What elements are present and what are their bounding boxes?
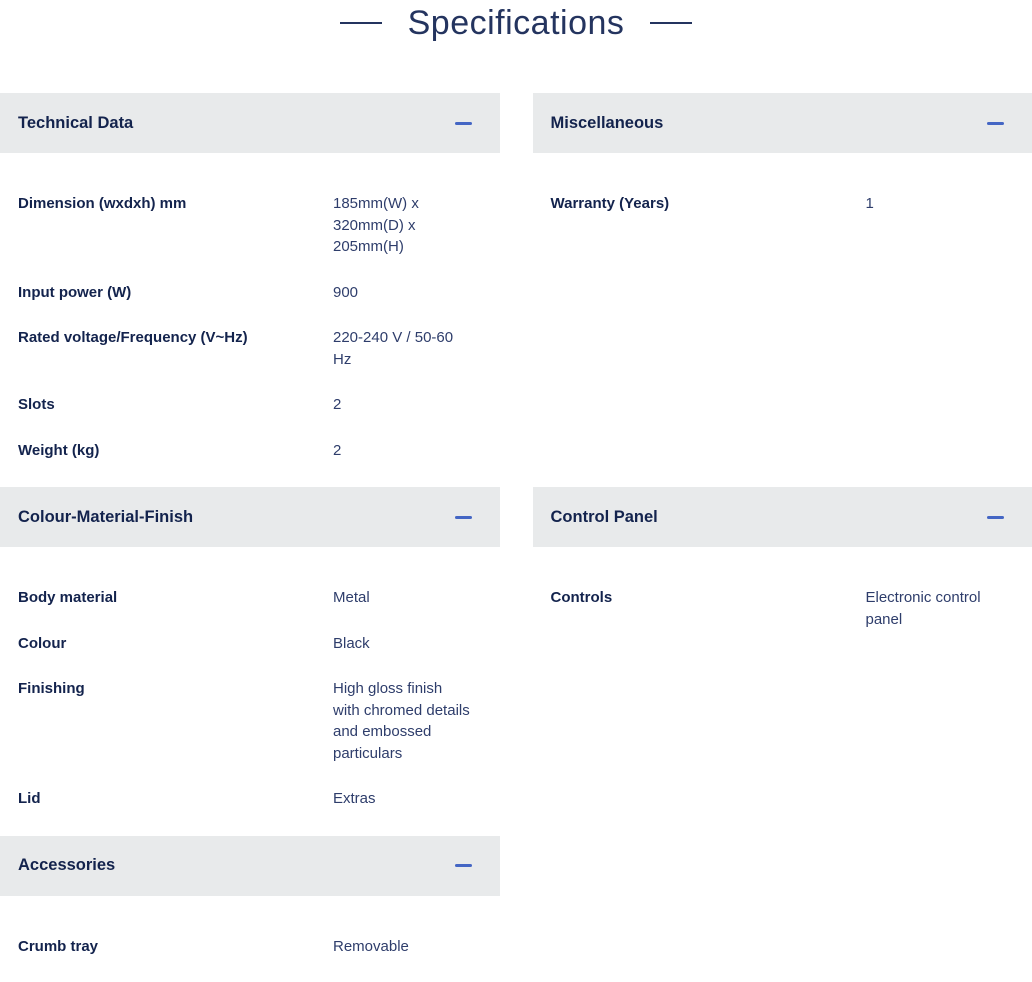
spec-value: Removable xyxy=(333,937,409,955)
spec-label: Rated voltage/Frequency (V~Hz) xyxy=(18,329,248,346)
section-control-panel xyxy=(533,487,1032,836)
spec-value: 185mm(W) x 320mm(D) x 205mm(H) xyxy=(333,195,419,255)
spec-label: Colour xyxy=(18,634,67,652)
section-title: Colour-Material-Finish xyxy=(18,507,194,526)
section-header[interactable] xyxy=(0,93,500,153)
spec-row xyxy=(18,936,500,958)
spec-value: 1 xyxy=(865,195,874,212)
page-title: Specifications xyxy=(407,4,625,42)
spec-row xyxy=(18,633,500,655)
spec-label: Input power (W) xyxy=(18,283,132,301)
section-technical-data xyxy=(0,93,500,487)
spec-row xyxy=(18,327,500,370)
minus-icon[interactable] xyxy=(987,516,1004,519)
spec-label: Dimension (wxdxh) mm xyxy=(18,195,187,212)
spec-label: Slots xyxy=(18,396,55,413)
specifications-grid xyxy=(0,93,1032,982)
spec-row xyxy=(18,193,500,258)
spec-row xyxy=(18,788,500,810)
spec-label: Warranty (Years) xyxy=(550,195,670,212)
section-header[interactable] xyxy=(533,93,1032,153)
spec-label: Finishing xyxy=(18,680,85,697)
section-body xyxy=(0,153,500,487)
minus-icon[interactable] xyxy=(455,516,472,519)
section-title: Accessories xyxy=(18,856,116,874)
minus-icon[interactable] xyxy=(455,864,472,867)
spec-row xyxy=(551,193,1032,215)
section-title: Miscellaneous xyxy=(550,113,664,132)
section-header[interactable] xyxy=(0,836,500,896)
section-body xyxy=(533,547,1032,656)
section-miscellaneous xyxy=(533,93,1032,487)
section-body xyxy=(0,547,500,836)
spec-row xyxy=(18,440,500,462)
spec-row xyxy=(18,282,500,304)
section-accessories xyxy=(0,836,500,982)
spec-value: Metal xyxy=(333,589,370,606)
minus-icon[interactable] xyxy=(455,122,472,125)
section-colour-material-finish xyxy=(0,487,500,836)
title-dash-right-icon xyxy=(650,22,692,24)
minus-icon[interactable] xyxy=(987,122,1004,125)
spec-label: Lid xyxy=(18,790,41,807)
spec-value: 900 xyxy=(333,283,359,301)
spec-row xyxy=(551,587,1032,630)
spec-value: Extras xyxy=(333,790,376,807)
spec-value: 2 xyxy=(333,441,342,459)
spec-row xyxy=(18,394,500,416)
spec-value: High gloss finish with chromed details and embossed particulars xyxy=(333,680,470,762)
section-title: Control Panel xyxy=(550,507,658,526)
spec-label: Crumb tray xyxy=(18,937,99,955)
section-title: Technical Data xyxy=(18,113,134,132)
spec-label: Weight (kg) xyxy=(18,441,100,459)
section-body xyxy=(0,896,500,982)
section-header[interactable] xyxy=(0,487,500,547)
page-title-area xyxy=(0,0,1032,93)
spec-value: Black xyxy=(333,634,370,652)
section-header[interactable] xyxy=(533,487,1032,547)
spec-label: Body material xyxy=(18,589,118,606)
spec-label: Controls xyxy=(550,589,613,606)
section-body xyxy=(533,153,1032,241)
spec-row xyxy=(18,678,500,764)
spec-row xyxy=(18,587,500,609)
title-dash-left-icon xyxy=(340,22,382,24)
spec-value: Electronic control panel xyxy=(865,589,981,628)
spec-value: 220-240 V / 50-60 Hz xyxy=(333,329,454,368)
spec-value: 2 xyxy=(333,396,342,413)
